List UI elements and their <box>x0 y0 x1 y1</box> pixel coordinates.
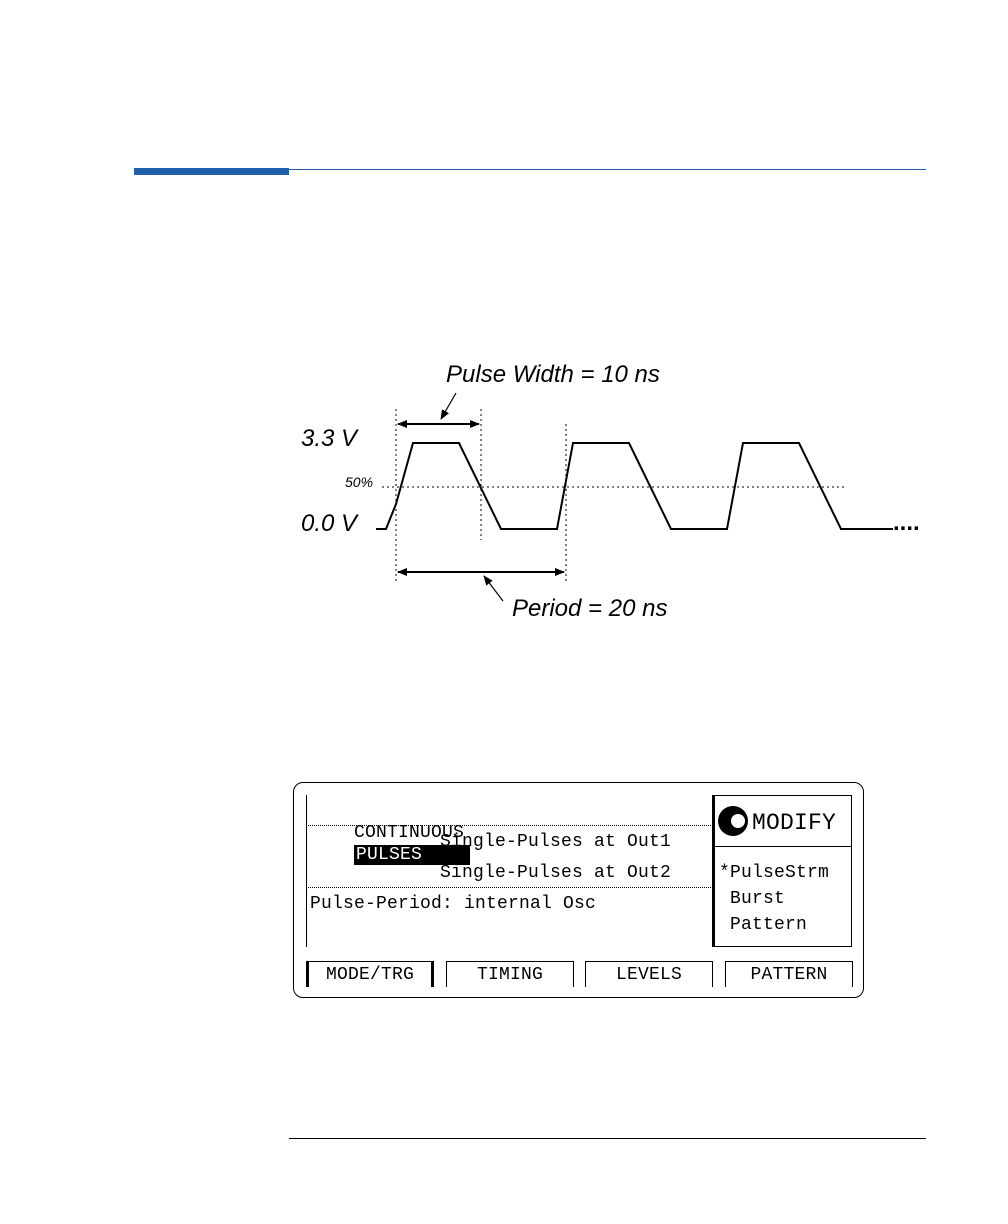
continuation-dots: .... <box>893 509 920 536</box>
pulse-width-label: Pulse Width = 10 ns <box>446 361 660 388</box>
mode-pulses-selected[interactable]: PULSES <box>354 845 470 865</box>
footer-rule <box>289 1138 926 1139</box>
pulse-waveform <box>376 443 893 529</box>
softkey-mode-trg[interactable]: MODE/TRG <box>306 961 434 987</box>
divider-dotted-1 <box>306 825 711 826</box>
softkey-pattern[interactable]: PATTERN <box>725 961 853 987</box>
softkey-timing[interactable]: TIMING <box>446 961 574 987</box>
high-level-label: 3.3 V <box>301 425 358 452</box>
lcd-screen <box>293 782 864 998</box>
modify-divider <box>715 846 851 847</box>
reference-lines <box>382 409 845 583</box>
threshold-label: 50% <box>345 474 374 490</box>
single-pulses-out2[interactable]: Single-Pulses at Out2 <box>440 863 672 883</box>
softkey-levels[interactable]: LEVELS <box>585 961 713 987</box>
content-left-border <box>306 795 307 947</box>
modify-option-burst[interactable]: Burst <box>719 889 786 909</box>
modify-option-pattern[interactable]: Pattern <box>719 915 808 935</box>
period-leader <box>484 576 503 601</box>
modify-title: MODIFY <box>752 810 837 836</box>
pulse-period-line[interactable]: Pulse-Period: internal Osc <box>310 894 597 914</box>
low-level-label: 0.0 V <box>301 510 358 537</box>
mode-continuous[interactable]: CONTINUOUS <box>354 823 465 843</box>
modify-knob-icon <box>718 806 748 836</box>
divider-dotted-2 <box>306 887 711 888</box>
pulse-width-leader <box>441 393 456 419</box>
period-label: Period = 20 ns <box>512 595 668 622</box>
modify-option-pulsestrm[interactable]: *PulseStrm <box>719 863 830 883</box>
single-pulses-out1[interactable]: Single-Pulses at Out1 <box>440 832 672 852</box>
modify-panel <box>712 795 852 947</box>
